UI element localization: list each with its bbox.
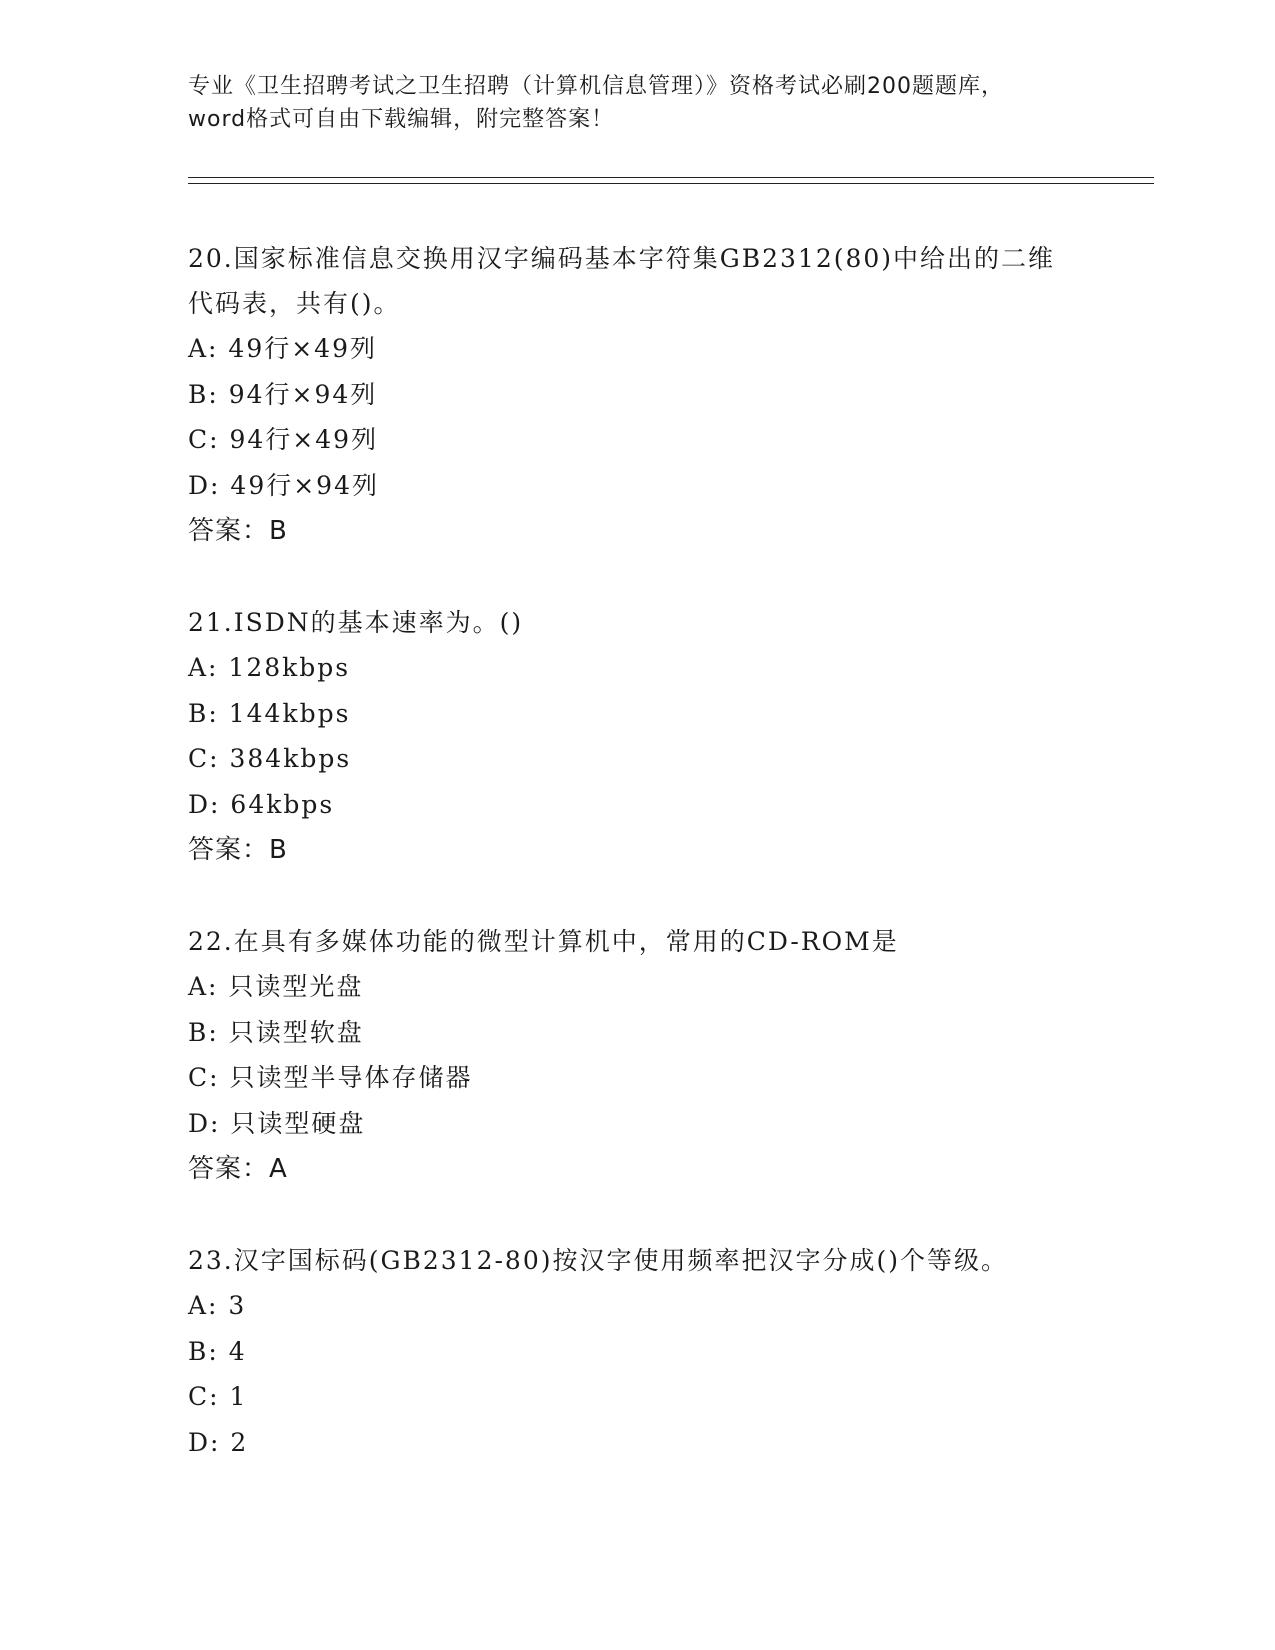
question-20 <box>188 236 1088 554</box>
document-header <box>188 70 1088 136</box>
option-d: D: 64kbps <box>188 789 335 819</box>
question-title-continued: 代码表，共有()。 <box>188 289 401 318</box>
answer: 答案：B <box>188 835 288 865</box>
question-title: 23.汉字国标码(GB2312-80)按汉字使用频率把汉字分成()个等级。 <box>188 1246 1008 1275</box>
question-title: 21.ISDN的基本速率为。() <box>188 608 524 637</box>
option-a: A: 只读型光盘 <box>188 972 364 1001</box>
option-a: A: 3 <box>188 1291 247 1320</box>
option-c: C: 94行×49列 <box>188 425 379 454</box>
header-divider-bottom <box>188 183 1154 184</box>
question-21 <box>188 600 1088 873</box>
question-title: 22.在具有多媒体功能的微型计算机中，常用的CD-ROM是 <box>188 927 899 956</box>
option-b: B: 4 <box>188 1336 247 1366</box>
header-line-2: word格式可自由下载编辑，附完整答案！ <box>188 107 615 132</box>
option-b: B: 94行×94列 <box>188 379 378 409</box>
option-d: D: 49行×94列 <box>188 470 379 500</box>
option-d: D: 2 <box>188 1427 249 1457</box>
answer: 答案：B <box>188 516 288 546</box>
option-b: B: 144kbps <box>188 698 351 728</box>
question-list <box>188 236 1088 1511</box>
option-a: A: 128kbps <box>188 653 351 682</box>
question-23 <box>188 1238 1088 1465</box>
option-d: D: 只读型硬盘 <box>188 1108 366 1138</box>
option-b: B: 只读型软盘 <box>188 1017 364 1047</box>
option-c: C: 1 <box>188 1382 248 1411</box>
question-22 <box>188 919 1088 1192</box>
question-title: 20.国家标准信息交换用汉字编码基本字符集GB2312(80)中给出的二维 <box>188 244 1056 273</box>
option-c: C: 384kbps <box>188 744 352 773</box>
option-a: A: 49行×49列 <box>188 334 377 363</box>
option-c: C: 只读型半导体存储器 <box>188 1063 473 1092</box>
header-divider-top <box>188 177 1154 178</box>
answer: 答案：A <box>188 1154 288 1184</box>
header-line-1: 专业《卫生招聘考试之卫生招聘（计算机信息管理）》资格考试必刷200题题库， <box>188 74 1004 99</box>
